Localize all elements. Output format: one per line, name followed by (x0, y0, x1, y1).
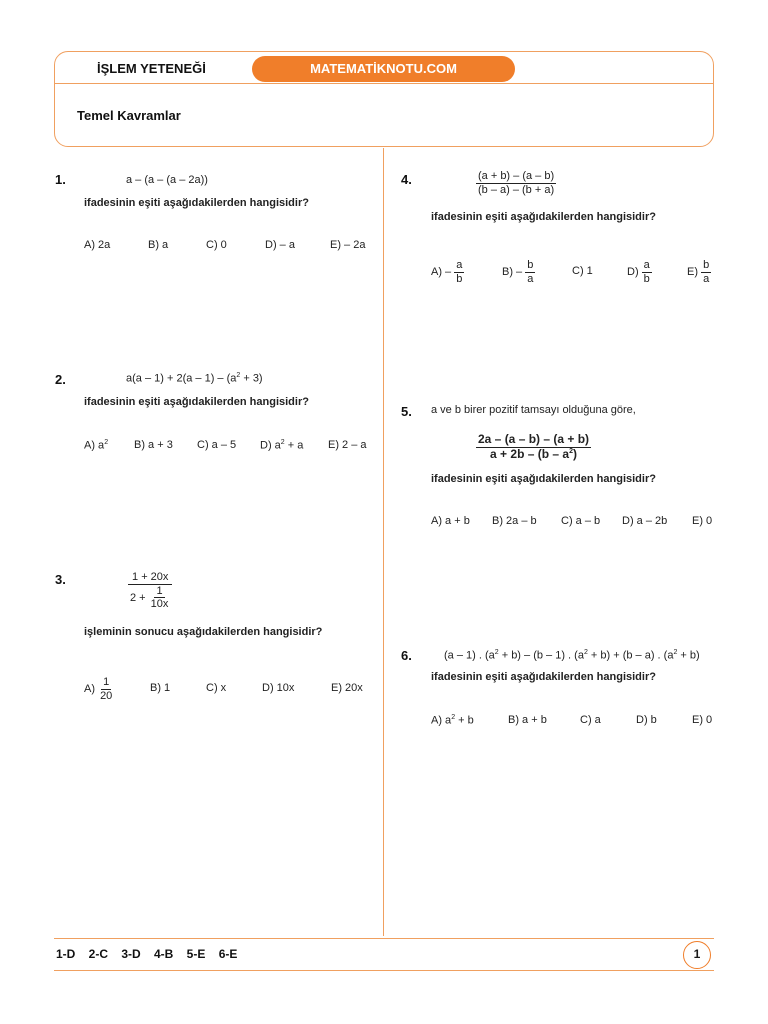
question-number: 5. (401, 404, 412, 419)
question-prompt: ifadesinin eşiti aşağıdakilerden hangisidir? (431, 211, 656, 223)
question-number: 4. (401, 172, 412, 187)
question-expression: (a – 1) . $(a^2 + b) - (b - 1)$ . $(a^2 + b) + (b - a)$ . $(a^2 + b)$ (444, 649, 700, 662)
option-c[interactable]: C) a – b (561, 515, 601, 527)
question-prompt: ifadesinin eşiti aşağıdakilerden hangisidir? (431, 671, 656, 683)
question-number: 1. (55, 172, 66, 187)
option-a[interactable]: A) $a^2$ (84, 439, 109, 452)
option-d[interactable]: D) $a^2 + a$ (260, 439, 304, 452)
option-c[interactable]: C) a (580, 714, 601, 726)
option-b[interactable]: B) 2a – b (492, 515, 537, 527)
option-d[interactable]: D) 10x (262, 682, 295, 694)
option-c[interactable]: C) a – 5 (197, 439, 237, 451)
option-d[interactable]: D) b (636, 714, 657, 726)
question-expression: $\frac{(a + b) - (a - b)}{(b - a) - (b + a)}$ (478, 170, 555, 196)
option-c[interactable]: C) 1 (572, 265, 593, 277)
question-expression: $\frac{2a - (a - b) - (a + b)}{a + 2b - (b - a^2)}$ (478, 432, 590, 461)
option-a[interactable]: A) $\frac{1}{20}$ (84, 676, 113, 702)
option-e[interactable]: E) $\frac{b}{a}$ (687, 259, 710, 285)
option-d[interactable]: D) $\frac{a}{b}$ (627, 259, 650, 285)
question-number: 2. (55, 372, 66, 387)
complex-fraction: 1 + 20x 2 + $\frac{1}{10x}$ (128, 571, 172, 611)
question-prompt: işleminin sonucu aşağıdakilerden hangisidir? (84, 626, 323, 638)
topic-title: Temel Kavramlar (77, 108, 181, 123)
option-a[interactable]: A) a + b (431, 515, 470, 527)
option-d[interactable]: D) – a (265, 239, 295, 251)
question-intro: a ve b birer pozitif tamsayı olduğuna göre, (431, 404, 636, 416)
option-b[interactable]: B) – $\frac{b}{a}$ (502, 259, 534, 285)
option-e[interactable]: E) – 2a (330, 239, 366, 251)
page-number: 1 (683, 941, 711, 969)
option-c[interactable]: C) x (206, 682, 227, 694)
footer-rule-top (54, 938, 714, 939)
option-d[interactable]: D) a – 2b (622, 515, 668, 527)
question-prompt: ifadesinin eşiti aşağıdakilerden hangisidir? (84, 197, 309, 209)
question-expression: $a(a - 1) + 2(a - 1) - (a^2 + 3)$ (126, 372, 263, 385)
question-prompt: ifadesinin eşiti aşağıdakilerden hangisidir? (84, 396, 309, 408)
option-e[interactable]: E) 0 (692, 714, 713, 726)
answer-key: 1-D 2-C 3-D 4-B 5-E 6-E (56, 947, 238, 961)
header-divider (54, 83, 714, 84)
question-expression (128, 571, 172, 611)
option-e[interactable]: E) 0 (692, 515, 713, 527)
option-a[interactable]: A) $a^2 + b$ (431, 714, 474, 727)
option-a[interactable]: A) 2a (84, 239, 111, 251)
option-a[interactable]: A) – $\frac{a}{b}$ (431, 259, 463, 285)
option-e[interactable]: E) 20x (331, 682, 363, 694)
option-b[interactable]: B) a + b (508, 714, 547, 726)
footer-rule-bottom (54, 970, 714, 971)
option-b[interactable]: B) 1 (150, 682, 171, 694)
question-number: 3. (55, 572, 66, 587)
column-divider (383, 148, 384, 936)
question-expression: a – (a – (a – 2a)) (126, 174, 208, 186)
option-b[interactable]: B) a + 3 (134, 439, 173, 451)
question-prompt: ifadesinin eşiti aşağıdakilerden hangisidir? (431, 473, 656, 485)
option-e[interactable]: E) 2 – a (328, 439, 367, 451)
option-b[interactable]: B) a (148, 239, 169, 251)
option-c[interactable]: C) 0 (206, 239, 227, 251)
section-title: İŞLEM YETENEĞİ (97, 61, 206, 76)
site-badge[interactable]: MATEMATİKNOTU.COM (252, 56, 515, 82)
question-number: 6. (401, 648, 412, 663)
